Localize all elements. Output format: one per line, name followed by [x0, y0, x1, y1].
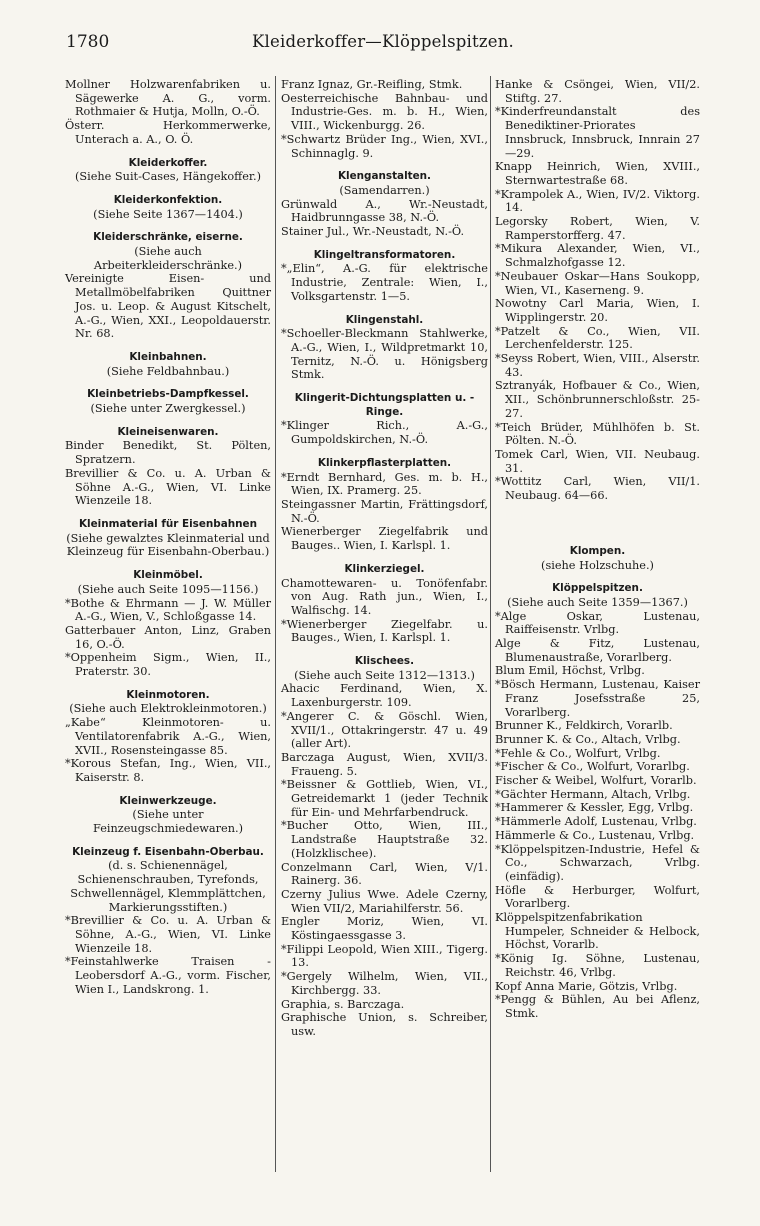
- directory-entry: Blum Emil, Höchst, Vrlbg.: [495, 664, 645, 678]
- directory-entry: Steingassner Martin, Frättingsdorf, N.-Ö.: [281, 497, 488, 525]
- directory-entry: *Schwartz Brüder Ing., Wien, XVI., Schinnaglg. 9.: [281, 132, 488, 160]
- directory-entry: Graphische Union, s. Schreiber, usw.: [281, 1011, 488, 1038]
- cross-reference: (Siehe auch Seite 1312—1313.): [294, 668, 475, 682]
- directory-entry: Nowotny Carl Maria, Wien, I. Wipplingerstr. 20.: [495, 297, 700, 324]
- directory-entry: Wienerberger Ziegelfabrik und Bauges.. Wien, I. Karlspl. 1.: [281, 525, 488, 553]
- directory-entry: Brunner K. & Co., Altach, Vrlbg.: [495, 732, 681, 746]
- directory-entry: Legorsky Robert, Wien, V. Ramperstorfferg. 47.: [495, 215, 700, 242]
- cross-reference: (Samendarren.): [339, 183, 430, 197]
- directory-entry: Klöppelspitzenfabrikation Humpeler, Schneider & Helbock, Höchst, Vorarlb.: [495, 911, 700, 952]
- directory-entry: *Erndt Bernhard, Ges. m. b. H., Wien, IX. Pramerg. 25.: [281, 470, 488, 498]
- directory-entry: Sztranyák, Hofbauer & Co., Wien, XII., Schönbrunnerschloßstr. 25-27.: [495, 379, 700, 420]
- directory-entry: Hämmerle & Co., Lustenau, Vrlbg.: [495, 828, 695, 842]
- cross-reference: (siehe Holzschuhe.): [541, 558, 654, 572]
- directory-entry: *Mikura Alexander, Wien, VI., Schmalzhofgasse 12.: [495, 242, 700, 270]
- section-heading: Klenganstalten.: [338, 170, 431, 183]
- directory-entry: Brunner K., Feldkirch, Vorarlb.: [495, 719, 673, 733]
- page-header: [58, 32, 708, 58]
- directory-entry: *Angerer C. & Göschl. Wien, XVII/1., Ottakringerstr. 47 u. 49 (aller Art).: [281, 709, 488, 751]
- section-heading: Klompen.: [569, 544, 626, 557]
- directory-column-2: [281, 78, 488, 1039]
- directory-entry: Tomek Carl, Wien, VII. Neubaug. 31.: [495, 447, 700, 475]
- directory-entry: *Pengg & Bühlen, Au bei Aflenz, Stmk.: [495, 993, 700, 1020]
- directory-column-3: [495, 78, 700, 1021]
- directory-entry: Barczaga August, Wien, XVII/3. Fraueng. 5.: [281, 750, 488, 778]
- section-heading: Kleinwerkzeuge.: [119, 794, 217, 807]
- directory-entry: *Beissner & Gottlieb, Wien, VI., Getreidemarkt 1 (jeder Technik für Ein- und Mehrfarbendruck.: [281, 778, 488, 819]
- directory-entry: *Hammerer & Kessler, Egg, Vrlbg.: [495, 801, 694, 815]
- directory-entry: *Oppenheim Sigm., Wien, II., Praterstr. 30.: [65, 651, 271, 679]
- directory-entry: Fischer & Weibel, Wolfurt, Vorarlb.: [495, 774, 697, 788]
- directory-entry: Knapp Heinrich, Wien, XVIII., Sternwartestraße 68.: [495, 160, 700, 187]
- directory-entry: *Teich Brüder, Mühlhöfen b. St. Pölten. N.-Ö.: [495, 420, 700, 448]
- cross-reference: (Siehe auch Seite 1095—1156.): [77, 582, 259, 596]
- section-heading: Kleinmotoren.: [126, 688, 210, 701]
- section-heading: Klingerit-Dichtungsplatten u. -Ringe.: [294, 392, 475, 418]
- directory-entry: *Filippi Leopold, Wien XIII., Tigerg. 13.: [281, 942, 488, 970]
- directory-entry: Brevillier & Co. u. A. Urban & Söhne A.-G., Wien, VI. Linke Wienzeile 18.: [65, 466, 271, 508]
- directory-entry: Czerny Julius Wwe. Adele Czerny, Wien VII/2, Mariahilferstr. 56.: [281, 887, 488, 915]
- directory-entry: Höfle & Herburger, Wolfurt, Vorarlberg.: [495, 883, 700, 911]
- directory-entry: Mollner Holzwarenfabriken u. Sägewerke A. G., vorm. Rothmaier & Hutja, Molln, O.-Ö.: [65, 78, 271, 119]
- directory-entry: *Wienerberger Ziegelfabr. u. Bauges., Wien, I. Karlspl. 1.: [281, 617, 488, 645]
- directory-entry: Österr. Herkommerwerke, Unterach a. A., O. Ö.: [65, 119, 271, 146]
- directory-entry: *Klöppelspitzen-Industrie, Hefel & Co., Schwarzach, Vrlbg. (einfädig).: [495, 842, 700, 883]
- directory-entry: *Wottitz Carl, Wien, VII/1. Neubaug. 64—66.: [495, 475, 700, 503]
- directory-entry: „Kabe“ Kleinmotoren- u. Ventilatorenfabrik A.-G., Wien, XVII., Rosensteingasse 85.: [65, 716, 271, 757]
- directory-entry: Gatterbauer Anton, Linz, Graben 16, O.-Ö.: [65, 623, 271, 651]
- directory-entry: Oesterreichische Bahnbau- und Industrie-Ges. m. b. H., Wien, VIII., Wickenburgg. 26.: [281, 91, 488, 133]
- section-heading: Kleinbetriebs-Dampfkessel.: [87, 388, 249, 401]
- section-heading: Klischees.: [354, 655, 415, 668]
- section-heading: Kleinzeug f. Eisenbahn-Oberbau.: [72, 845, 264, 858]
- directory-entry: *König Ig. Söhne, Lustenau, Reichstr. 46, Vrlbg.: [495, 952, 700, 979]
- directory-entry: *Bothe & Ehrmann — J. W. Müller A.-G., Wien, V., Schloßgasse 14.: [65, 596, 271, 624]
- directory-entry: Vereinigte Eisen- und Metallmöbelfabriken Quittner Jos. u. Leop. & August Kitschelt, A.-G., Wien, XXI., Leopoldauerstr. Nr. 68.: [65, 272, 271, 341]
- section-heading: Klinkerziegel.: [344, 562, 425, 575]
- directory-entry: *Gergely Wilhelm, Wien, VII., Kirchbergg. 33.: [281, 970, 488, 997]
- directory-entry: *Bucher Otto, Wien, III., Landstraße Hauptstraße 32. (Holzklischee).: [281, 819, 488, 860]
- cross-reference: (Siehe unter Zwergkessel.): [90, 402, 246, 416]
- section-heading: Kleinbahnen.: [129, 350, 207, 363]
- cross-reference: (Siehe Feldbahnbau.): [106, 364, 230, 378]
- directory-entry: Stainer Jul., Wr.-Neustadt, N.-Ö.: [281, 225, 465, 239]
- directory-entry: *Kinderfreundanstalt des Benediktiner-Priorates Innsbruck, Innsbruck, Innrain 27—29.: [495, 105, 700, 160]
- directory-entry: *Gächter Hermann, Altach, Vrlbg.: [495, 787, 691, 801]
- directory-entry: *Krampolek A., Wien, IV/2. Viktorg. 14.: [495, 187, 700, 215]
- column-divider: [490, 76, 491, 1172]
- directory-entry: *Fischer & Co., Wolfurt, Vorarlbg.: [495, 760, 690, 774]
- directory-entry: *Neubauer Oskar—Hans Soukopp, Wien, VI., Kaserneng. 9.: [495, 269, 700, 297]
- section-heading: Kleiderkonfektion.: [113, 193, 223, 206]
- directory-entry: Conzelmann Carl, Wien, V/1. Rainerg. 36.: [281, 860, 488, 888]
- cross-reference: (Siehe auch Arbeiterkleiderschränke.): [93, 245, 243, 272]
- directory-entry: Chamottewaren- u. Tonöfenfabr. von Aug. Rath jun., Wien, I., Walfischg. 14.: [281, 576, 488, 617]
- directory-entry: Alge & Fitz, Lustenau, Blumenaustraße, Vorarlberg.: [495, 637, 700, 664]
- section-heading: Klöppelspitzen.: [552, 582, 643, 595]
- directory-entry: *Hämmerle Adolf, Lustenau, Vrlbg.: [495, 815, 697, 829]
- directory-entry: *Fehle & Co., Wolfurt, Vrlbg.: [495, 746, 661, 760]
- section-heading: Kleineisenwaren.: [117, 425, 219, 438]
- directory-entry: Engler Moriz, Wien, VI. Köstingaessgasse 3.: [281, 915, 488, 943]
- directory-entry: Graphia, s. Barczaga.: [281, 997, 405, 1011]
- spacer: [495, 503, 700, 535]
- directory-entry: *Bösch Hermann, Lustenau, Kaiser Franz Josefsstraße 25, Vorarlberg.: [495, 678, 700, 719]
- cross-reference: (Siehe Seite 1367—1404.): [93, 207, 243, 221]
- section-heading: Kleiderschränke, eiserne.: [93, 231, 243, 244]
- cross-reference: (Siehe unter Feinzeugschmiedewaren.): [92, 808, 244, 836]
- section-heading: Kleiderkoffer.: [128, 156, 208, 169]
- directory-entry: *Patzelt & Co., Wien, VII. Lerchenfelderstr. 125.: [495, 324, 700, 352]
- cross-reference: (Siehe gewalztes Kleinmaterial und Kleinzeug für Eisenbahn-Oberbau.): [66, 531, 270, 559]
- directory-entry: Kopf Anna Marie, Götzis, Vrlbg.: [495, 979, 678, 993]
- column-divider: [275, 76, 276, 1172]
- directory-entry: *Klinger Rich., A.-G., Gumpoldskirchen, N.-Ö.: [281, 419, 488, 447]
- directory-entry: Binder Benedikt, St. Pölten, Spratzern.: [65, 439, 271, 467]
- directory-entry: Ahacic Ferdinand, Wien, X. Laxenburgerstr. 109.: [281, 682, 488, 710]
- directory-entry: *Brevillier & Co. u. A. Urban & Söhne, A.-G., Wien, VI. Linke Wienzeile 18.: [65, 914, 271, 955]
- section-heading: Kleinmöbel.: [133, 569, 203, 582]
- page-number: 1780: [66, 32, 110, 52]
- directory-entry: *Seyss Robert, Wien, VIII., Alserstr. 43.: [495, 352, 700, 379]
- section-heading: Kleinmaterial für Eisenbahnen: [79, 517, 257, 530]
- section-heading: Klinkerpflasterplatten.: [317, 456, 452, 469]
- running-title: Kleiderkoffer—Klöppelspitzen.: [252, 32, 514, 51]
- section-heading: Klingeltransformatoren.: [313, 248, 456, 261]
- cross-reference: (Siehe auch Seite 1359—1367.): [507, 595, 688, 609]
- directory-entry: *Alge Oskar, Lustenau, Raiffeisenstr. Vrlbg.: [495, 609, 700, 637]
- directory-entry: *Feinstahlwerke Traisen - Leobersdorf A.-G., vorm. Fischer, Wien I., Landskrong. 1.: [65, 955, 271, 996]
- directory-column-1: [65, 78, 271, 996]
- cross-reference: (Siehe Suit-Cases, Hängekoffer.): [74, 170, 262, 184]
- directory-entry: Franz Ignaz, Gr.-Reifling, Stmk.: [281, 78, 463, 91]
- section-heading: Klingenstahl.: [345, 313, 424, 326]
- cross-reference: (d. s. Schienennägel, Schienenschrauben, Tyrefonds, Schwellennägel, Klemmplättchen, Markierungsstiften.): [70, 859, 266, 914]
- directory-entry: Hanke & Csöngei, Wien, VII/2. Stiftg. 27.: [495, 78, 700, 105]
- directory-entry: *Korous Stefan, Ing., Wien, VII., Kaiserstr. 8.: [65, 757, 271, 784]
- cross-reference: (Siehe auch Elektrokleinmotoren.): [69, 702, 267, 716]
- directory-entry: *Schoeller-Bleckmann Stahlwerke, A.-G., Wien, I., Wildpretmarkt 10, Ternitz, N.-Ö. u. Hönigsberg Stmk.: [281, 327, 488, 382]
- directory-entry: *„Elin“, A.-G. für elektrische Industrie, Zentrale: Wien, I., Volksgartenstr. 1—5.: [281, 262, 488, 303]
- directory-entry: Grünwald A., Wr.-Neustadt, Haidbrunngasse 38, N.-Ö.: [281, 197, 488, 225]
